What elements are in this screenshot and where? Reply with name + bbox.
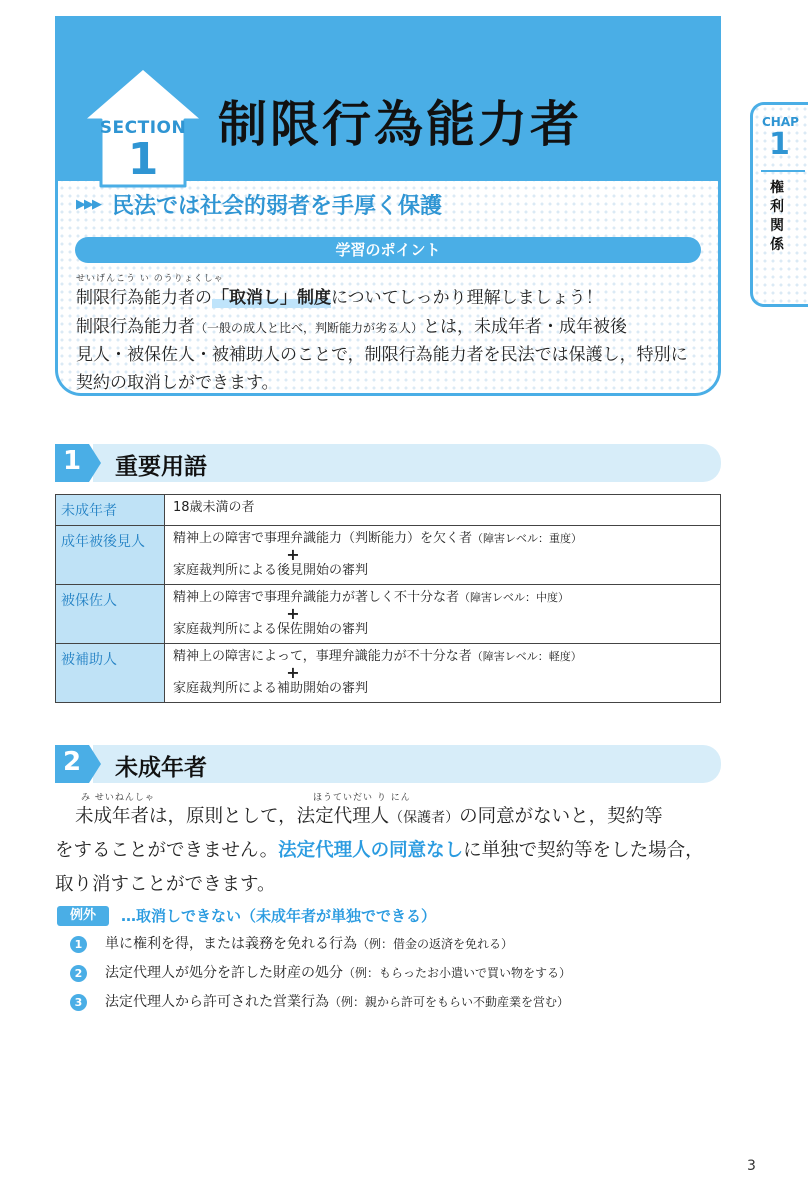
number-circle-icon: 3 (70, 994, 87, 1011)
exception-item (70, 991, 569, 1011)
exception-text: 法定代理人が処分を許した財産の処分 (105, 965, 343, 981)
definition-requirement: 家庭裁判所による補助開始の審判 (173, 681, 369, 696)
heading-label: 重要用語 (115, 454, 207, 480)
learning-points-heading: 学習のポイント (75, 237, 701, 263)
definition-text: 18歳未満の者 (173, 500, 255, 515)
furigana-legal-rep: ほうていだい り にん (313, 793, 411, 803)
heading-number-badge (55, 745, 103, 783)
body-line-1 (75, 802, 663, 828)
exception-tag: 例外 (57, 906, 109, 926)
definition-cell (165, 526, 721, 585)
number-circle-icon: 2 (70, 965, 87, 982)
definition-requirement: 家庭裁判所による後見開始の審判 (173, 563, 369, 578)
terms-section-heading (55, 444, 721, 482)
plus-sign: + (286, 604, 300, 623)
chapter-number: 1 (769, 127, 790, 162)
intro-line-2 (76, 312, 627, 337)
intro-line-3: 見人・被保佐人・被補助人のことで，制限行為能力者を民法では保護し，特別に (76, 345, 688, 365)
exception-item (70, 962, 571, 982)
page-number: 3 (747, 1158, 756, 1174)
chapter-divider (761, 170, 805, 172)
number-circle-icon: 1 (70, 936, 87, 953)
definition-cell (165, 495, 721, 526)
heading-number: 1 (63, 446, 82, 476)
definition-text: 精神上の障害で事理弁識能力（判断能力）を欠く者 (173, 531, 473, 546)
term-cell: 未成年者 (56, 495, 165, 526)
terms-table (55, 494, 721, 703)
section-label: SECTION (99, 118, 187, 138)
plus-sign: + (286, 663, 300, 682)
page-title: 制限行為能力者 (218, 96, 583, 153)
body-line-2 (55, 836, 704, 862)
minor-section-heading (55, 745, 721, 783)
body-line-1b: の同意がないと，契約等 (459, 806, 663, 827)
heading-number: 2 (63, 747, 82, 777)
severity-note: （障害レベル：重度） (472, 532, 583, 545)
exception-item (70, 933, 513, 953)
exception-example: （例：もらったお小遣いで買い物をする） (343, 966, 572, 980)
section-number: 1 (127, 134, 159, 185)
chapter-tab (750, 102, 808, 307)
intro-line-4: 契約の取消しができます。 (76, 373, 279, 393)
term-cell: 被補助人 (56, 644, 165, 703)
section-badge (81, 64, 205, 188)
chapter-title: 権利関係 (770, 180, 784, 253)
intro-line-2b: とは，未成年者・成年被後 (423, 317, 628, 337)
definition-cell (165, 644, 721, 703)
intro-line-1 (76, 283, 603, 308)
table-row (56, 495, 721, 526)
exception-example: （例：親から許可をもらい不動産業を営む） (329, 995, 570, 1009)
body-line-1a: 未成年者は，原則として，法定代理人 (75, 806, 390, 827)
intro-line-2-note: （一般の成人と比べ，判断能力が劣る人） (195, 321, 424, 335)
heading-number-badge (55, 444, 103, 482)
term-cell: 被保佐人 (56, 585, 165, 644)
triple-arrow-icon: ▶▶▶ (76, 196, 100, 212)
body-line-2a: をすることができません。 (55, 840, 279, 861)
severity-note: （障害レベル：軽度） (471, 650, 582, 663)
severity-note: （障害レベル：中度） (459, 591, 570, 604)
furigana-minor: み せいねんしゃ (81, 793, 155, 803)
furigana-intro: せいげんこう い のうりょくしゃ (76, 274, 224, 284)
body-line-3: 取り消すことができます。 (55, 874, 276, 895)
intro-line-1-suffix: についてしっかり理解しましょう！ (331, 288, 603, 308)
body-line-2-accent: 法定代理人の同意なし (278, 840, 464, 861)
body-line-2b: に単独で契約等をした場合， (463, 840, 704, 861)
heading-label: 未成年者 (115, 755, 207, 781)
table-row (56, 526, 721, 585)
intro-line-1-prefix: 制限行為能力者の (76, 288, 212, 308)
intro-line-1-bold: 「取消し」制度 (212, 288, 331, 308)
chapter-label: CHAP (762, 115, 799, 129)
subtitle-row (76, 186, 442, 222)
term-cell: 成年被後見人 (56, 526, 165, 585)
exception-text: 法定代理人から許可された営業行為 (105, 994, 329, 1010)
table-row (56, 644, 721, 703)
definition-text: 精神上の障害によって，事理弁識能力が不十分な者 (173, 649, 472, 664)
exception-example: （例：借金の返済を免れる） (357, 937, 514, 951)
exception-text: 単に権利を得，または義務を免れる行為 (105, 936, 357, 952)
intro-line-2a: 制限行為能力者 (76, 317, 195, 337)
exception-note: …取消しできない（未成年者が単独でできる） (121, 907, 437, 925)
body-line-1-note: （保護者） (389, 810, 460, 826)
section-header-panel (55, 16, 721, 396)
table-row (56, 585, 721, 644)
definition-cell (165, 585, 721, 644)
definition-requirement: 家庭裁判所による保佐開始の審判 (173, 622, 369, 637)
definition-text: 精神上の障害で事理弁識能力が著しく不十分な者 (173, 590, 460, 605)
section-subtitle: 民法では社会的弱者を手厚く保護 (112, 193, 443, 219)
plus-sign: + (286, 545, 300, 564)
